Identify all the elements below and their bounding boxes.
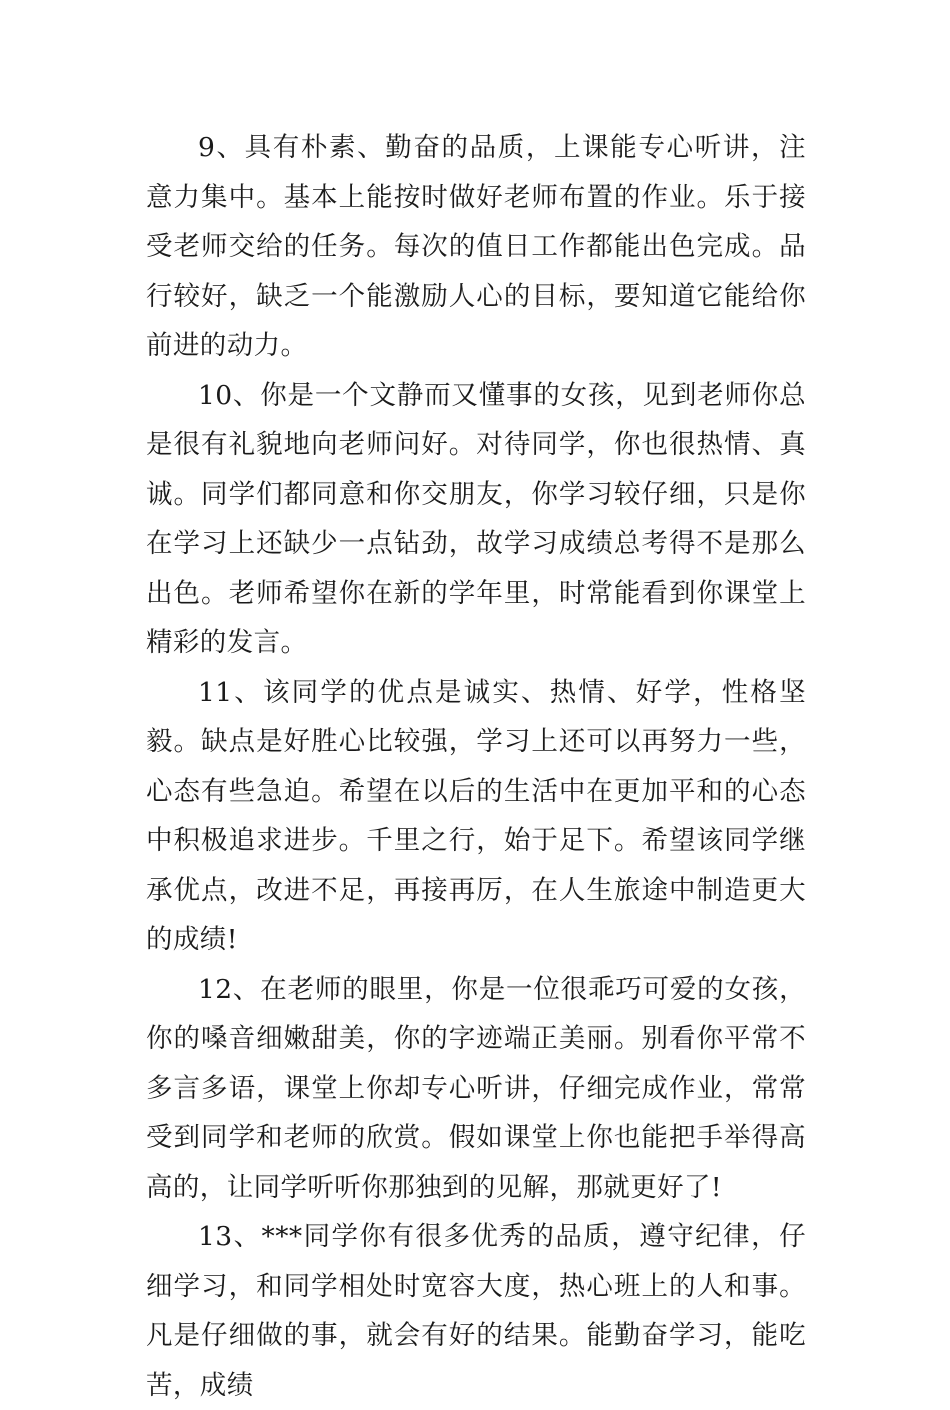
paragraph-9: 9、具有朴素、勤奋的品质，上课能专心听讲，注意力集中。基本上能按时做好老师布置的作业。乐于接受老师交给的任务。每次的值日工作都能出色完成。品行较好，缺乏一个能激励人心的目标，要知道它能给你前进的动力。: [146, 132, 806, 361]
paragraph-11: 11、该同学的优点是诚实、热情、好学，性格坚毅。缺点是好胜心比较强，学习上还可以再努力一些，心态有些急迫。希望在以后的生活中在更加平和的心态中积极追求进步。千里之行，始于足下。希望该同学继承优点，改进不足，再接再厉，在人生旅途中制造更大的成绩!: [146, 676, 806, 955]
paragraph-12: 12、在老师的眼里，你是一位很乖巧可爱的女孩，你的嗓音细嫩甜美，你的字迹端正美丽。别看你平常不多言多语，课堂上你却专心听讲，仔细完成作业，常常受到同学和老师的欣赏。假如课堂上你也能把手举得高高的，让同学听听你那独到的见解，那就更好了!: [146, 973, 806, 1203]
paragraph-13: 13、***同学你有很多优秀的品质，遵守纪律，仔细学习，和同学相处时宽容大度，热心班上的人和事。凡是仔细做的事，就会有好的结果。能勤奋学习，能吃苦，成绩: [146, 1221, 806, 1401]
paragraph-10: 10、你是一个文静而又懂事的女孩，见到老师你总是很有礼貌地向老师问好。对待同学，你也很热情、真诚。同学们都同意和你交朋友，你学习较仔细，只是你在学习上还缺少一点钻劲，故学习成绩总考得不是那么出色。老师希望你在新的学年里，时常能看到你课堂上精彩的发言。: [146, 379, 806, 658]
document-body: [146, 123, 806, 1410]
